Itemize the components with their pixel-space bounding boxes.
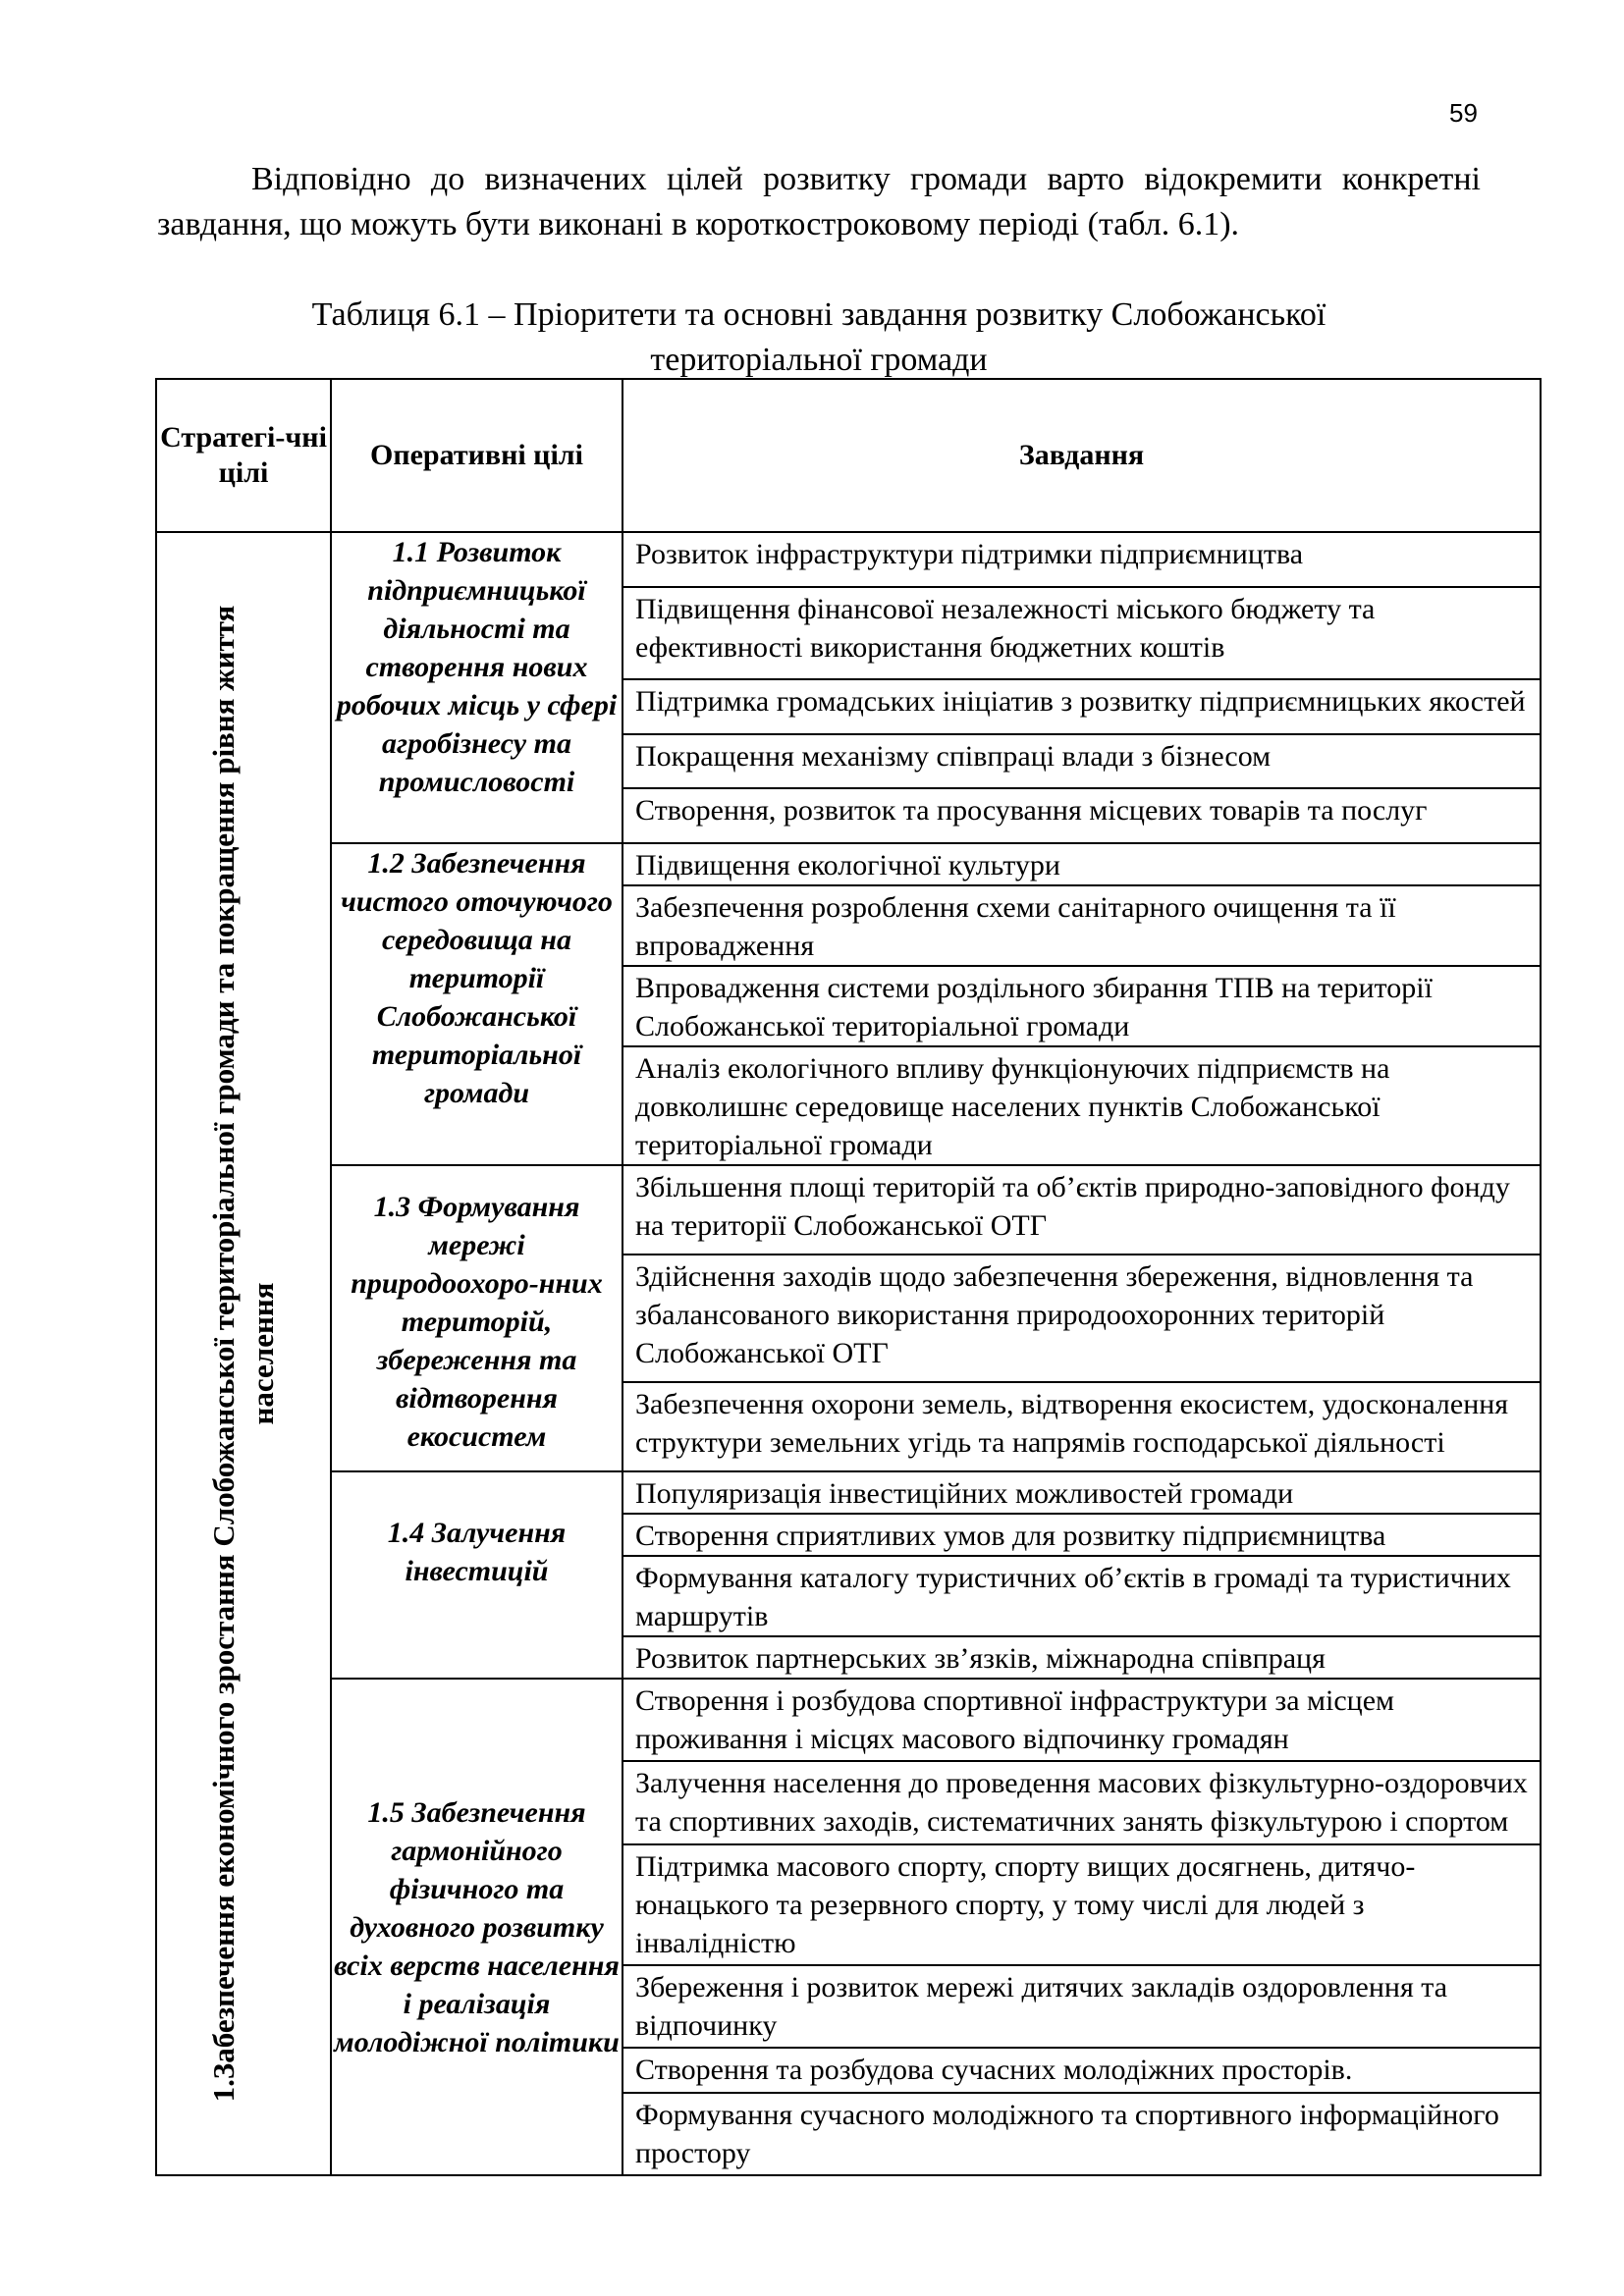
- task-item: Підвищення екологічної культури: [623, 844, 1540, 886]
- task-item: Підтримка масового спорту, спорту вищих досягнень, дитячо-юнацького та резервного спорту, у тому числі для людей з інвалідністю: [623, 1845, 1540, 1966]
- task-item: Розвиток інфраструктури підтримки підприємництва: [623, 533, 1540, 588]
- task-item: Забезпечення охорони земель, відтворення екосистем, удосконалення структури земельних угідь та напрямів господарської діяльності: [635, 1388, 1509, 1459]
- table-caption-line-2: територіальної громади: [650, 342, 988, 378]
- operational-goal-1-1: 1.1 Розвиток підприємницької діяльності та створення нових робочих місць у сфері агробізнесу та промисловості: [331, 532, 623, 843]
- intro-text: Відповідно до визначених цілей розвитку громади варто відокремити конкретні завдання, що можуть бути виконані в короткостроковому періоді (табл. 6.1).: [157, 161, 1481, 242]
- table-caption-line-1: Таблиця 6.1 – Пріоритети та основні завдання розвитку Слобожанської: [311, 296, 1326, 333]
- strategic-goal-text: 1.Забезпечення економічного зростання Слобожанської територіальної громади та покращення рівня життя населення: [206, 605, 280, 2103]
- operational-goal-1-2: 1.2 Забезпечення чистого оточуючого середовища на території Слобожанської територіальної громади: [331, 843, 623, 1165]
- priorities-table: [155, 378, 1542, 2176]
- operational-goal-1-4: 1.4 Залучення інвестицій: [331, 1471, 623, 1679]
- task-item: Підтримка громадських ініціатив з розвитку підприємницьких якостей: [623, 680, 1540, 735]
- tasks-cell-1-3: [623, 1165, 1541, 1471]
- task-item: Формування каталогу туристичних об’єктів в громаді та туристичних маршрутів: [623, 1557, 1540, 1637]
- header-operational-goals: Оперативні цілі: [331, 379, 623, 532]
- tasks-cell-1-5: [623, 1679, 1541, 2175]
- task-item: Формування сучасного молодіжного та спортивного інформаційного простору: [635, 2098, 1499, 2169]
- task-item: Створення та розбудова сучасних молодіжних просторів.: [623, 2049, 1540, 2093]
- task-item: Забезпечення розроблення схеми санітарного очищення та її впровадження: [623, 886, 1540, 967]
- task-item: Створення і розбудова спортивної інфраструктури за місцем проживання і місцях масового відпочинку громадян: [623, 1680, 1540, 1762]
- task-item: Розвиток партнерських зв’язків, міжнародна співпраця: [635, 1642, 1326, 1675]
- header-tasks: Завдання: [623, 379, 1541, 532]
- task-item: Створення, розвиток та просування місцевих товарів та послуг: [635, 794, 1428, 828]
- task-item: Здійснення заходів щодо забезпечення збереження, відновлення та збалансованого використання природоохоронних територій Слобожанської ОТГ: [623, 1255, 1540, 1383]
- tasks-cell-1-1: [623, 532, 1541, 843]
- task-item: Аналіз екологічного впливу функціонуючих підприємств на довколишнє середовище населених пунктів Слобожанської територіальної громади: [635, 1052, 1390, 1161]
- tasks-cell-1-4: [623, 1471, 1541, 1679]
- task-item: Збереження і розвиток мережі дитячих закладів оздоровлення та відпочинку: [623, 1966, 1540, 2049]
- intro-paragraph: [157, 157, 1481, 247]
- operational-goal-1-3: 1.3 Формування мережі природоохоро-нних територій, збереження та відтворення екосистем: [331, 1165, 623, 1471]
- task-item: Підвищення фінансової незалежності міського бюджету та ефективності використання бюджетних коштів: [623, 588, 1540, 681]
- task-item: Залучення населення до проведення масових фізкультурно-оздоровчих та спортивних заходів, систематичних занять фізкультурою і спортом: [623, 1762, 1540, 1844]
- task-item: Збільшення площі територій та об’єктів природно-заповідного фонду на території Слобожанської ОТГ: [623, 1166, 1540, 1255]
- task-item: Покращення механізму співпраці влади з бізнесом: [623, 735, 1540, 790]
- tasks-cell-1-2: [623, 843, 1541, 1165]
- task-item: Створення сприятливих умов для розвитку підприємництва: [623, 1515, 1540, 1557]
- strategic-goal-cell: [156, 532, 331, 2175]
- table-caption: [157, 293, 1481, 383]
- operational-goal-1-5: 1.5 Забезпечення гармонійного фізичного та духовного розвитку всіх верств населення і реалізація молодіжної політики: [331, 1679, 623, 2175]
- header-strategic-goals: Стратегі-чні цілі: [156, 379, 331, 532]
- task-item: Впровадження системи роздільного збирання ТПВ на території Слобожанської територіальної громади: [623, 967, 1540, 1047]
- task-item: Популяризація інвестиційних можливостей громади: [623, 1472, 1540, 1515]
- page-number: 59: [1449, 98, 1478, 128]
